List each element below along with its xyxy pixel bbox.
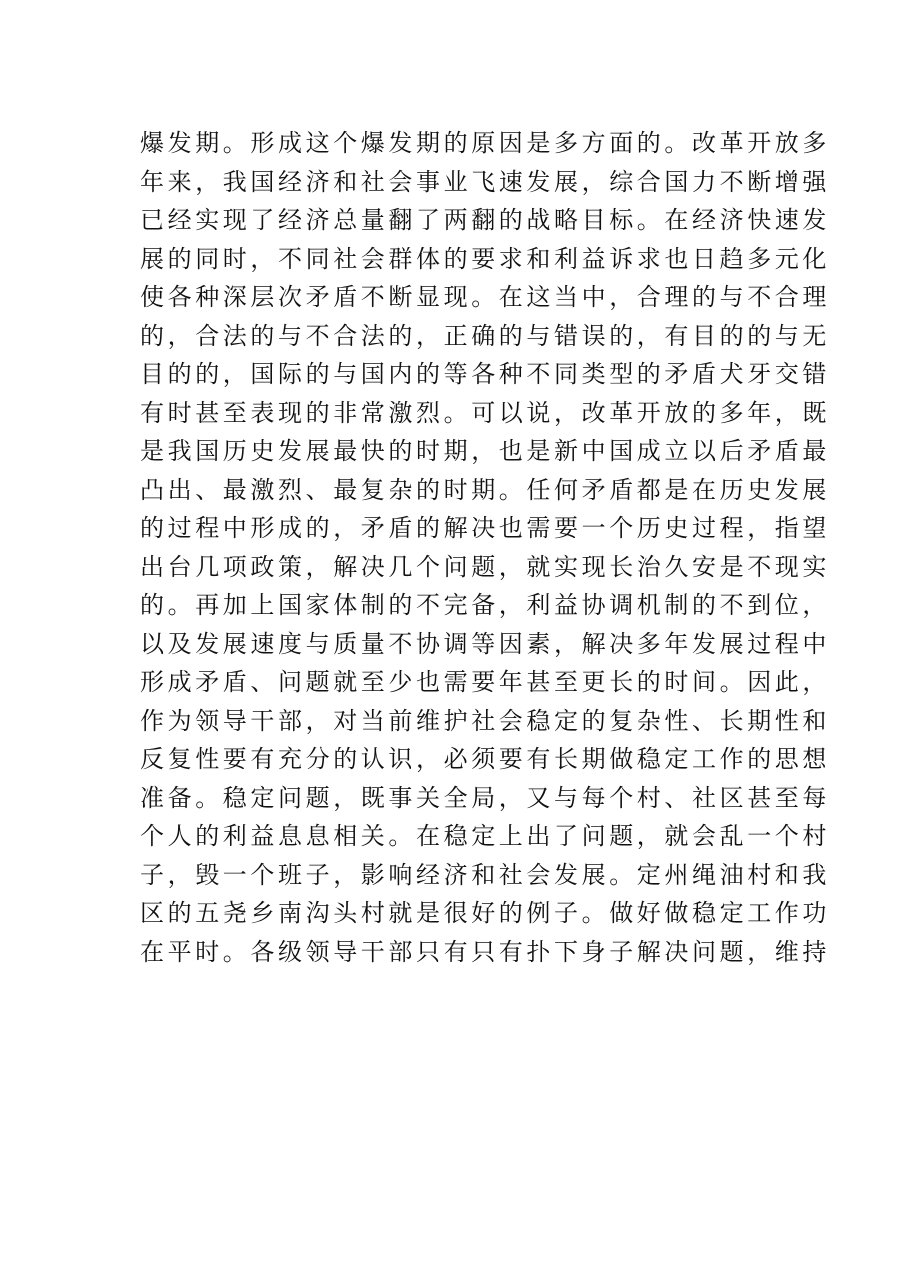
text-line: 子，毁一个班子，影响经济和社会发展。定州绳油村和我 [140, 860, 830, 889]
text-line: 的。再加上国家体制的不完备，利益协调机制的不到位， [140, 591, 830, 619]
text-line: 形成矛盾、问题就至少也需要年甚至更长的时间。因此， [140, 668, 830, 696]
text-line: 展的同时，不同社会群体的要求和利益诉求也日趋多元化 [140, 244, 830, 273]
text-line: 在平时。各级领导干部只有只有扑下身子解决问题，维持 [140, 937, 830, 966]
text-line: 反复性要有充分的认识，必须要有长期做稳定工作的思想 [140, 745, 830, 773]
text-line: 已经实现了经济总量翻了两翻的战略目标。在经济快速发 [140, 206, 830, 234]
text-line: 出台几项政策，解决几个问题，就实现长治久安是不现实 [140, 552, 830, 581]
text-line: 年来，我国经济和社会事业飞速发展，综合国力不断增强 [140, 167, 830, 196]
text-line: 使各种深层次矛盾不断显现。在这当中，合理的与不合理 [140, 283, 830, 311]
text-line: 区的五尧乡南沟头村就是很好的例子。做好做稳定工作功 [140, 899, 830, 927]
text-line: 个人的利益息息相关。在稳定上出了问题，就会乱一个村 [140, 822, 830, 850]
body-text [140, 124, 830, 971]
text-line: 是我国历史发展最快的时期，也是新中国成立以后矛盾最 [140, 437, 830, 465]
text-line: 准备。稳定问题，既事关全局，又与每个村、社区甚至每 [140, 783, 830, 812]
text-line: 凸出、最激烈、最复杂的时期。任何矛盾都是在历史发展 [140, 475, 830, 504]
text-line: 爆发期。形成这个爆发期的原因是多方面的。改革开放多 [140, 129, 830, 157]
text-line: 以及发展速度与质量不协调等因素，解决多年发展过程中 [140, 629, 830, 658]
text-line: 目的的，国际的与国内的等各种不同类型的矛盾犬牙交错 [140, 360, 830, 388]
text-line: 的，合法的与不合法的，正确的与错误的，有目的的与无 [140, 321, 830, 350]
text-line: 有时甚至表现的非常激烈。可以说，改革开放的多年，既 [140, 398, 830, 427]
text-line: 作为领导干部，对当前维护社会稳定的复杂性、长期性和 [140, 706, 830, 735]
text-line: 的过程中形成的，矛盾的解决也需要一个历史过程，指望 [140, 514, 830, 542]
